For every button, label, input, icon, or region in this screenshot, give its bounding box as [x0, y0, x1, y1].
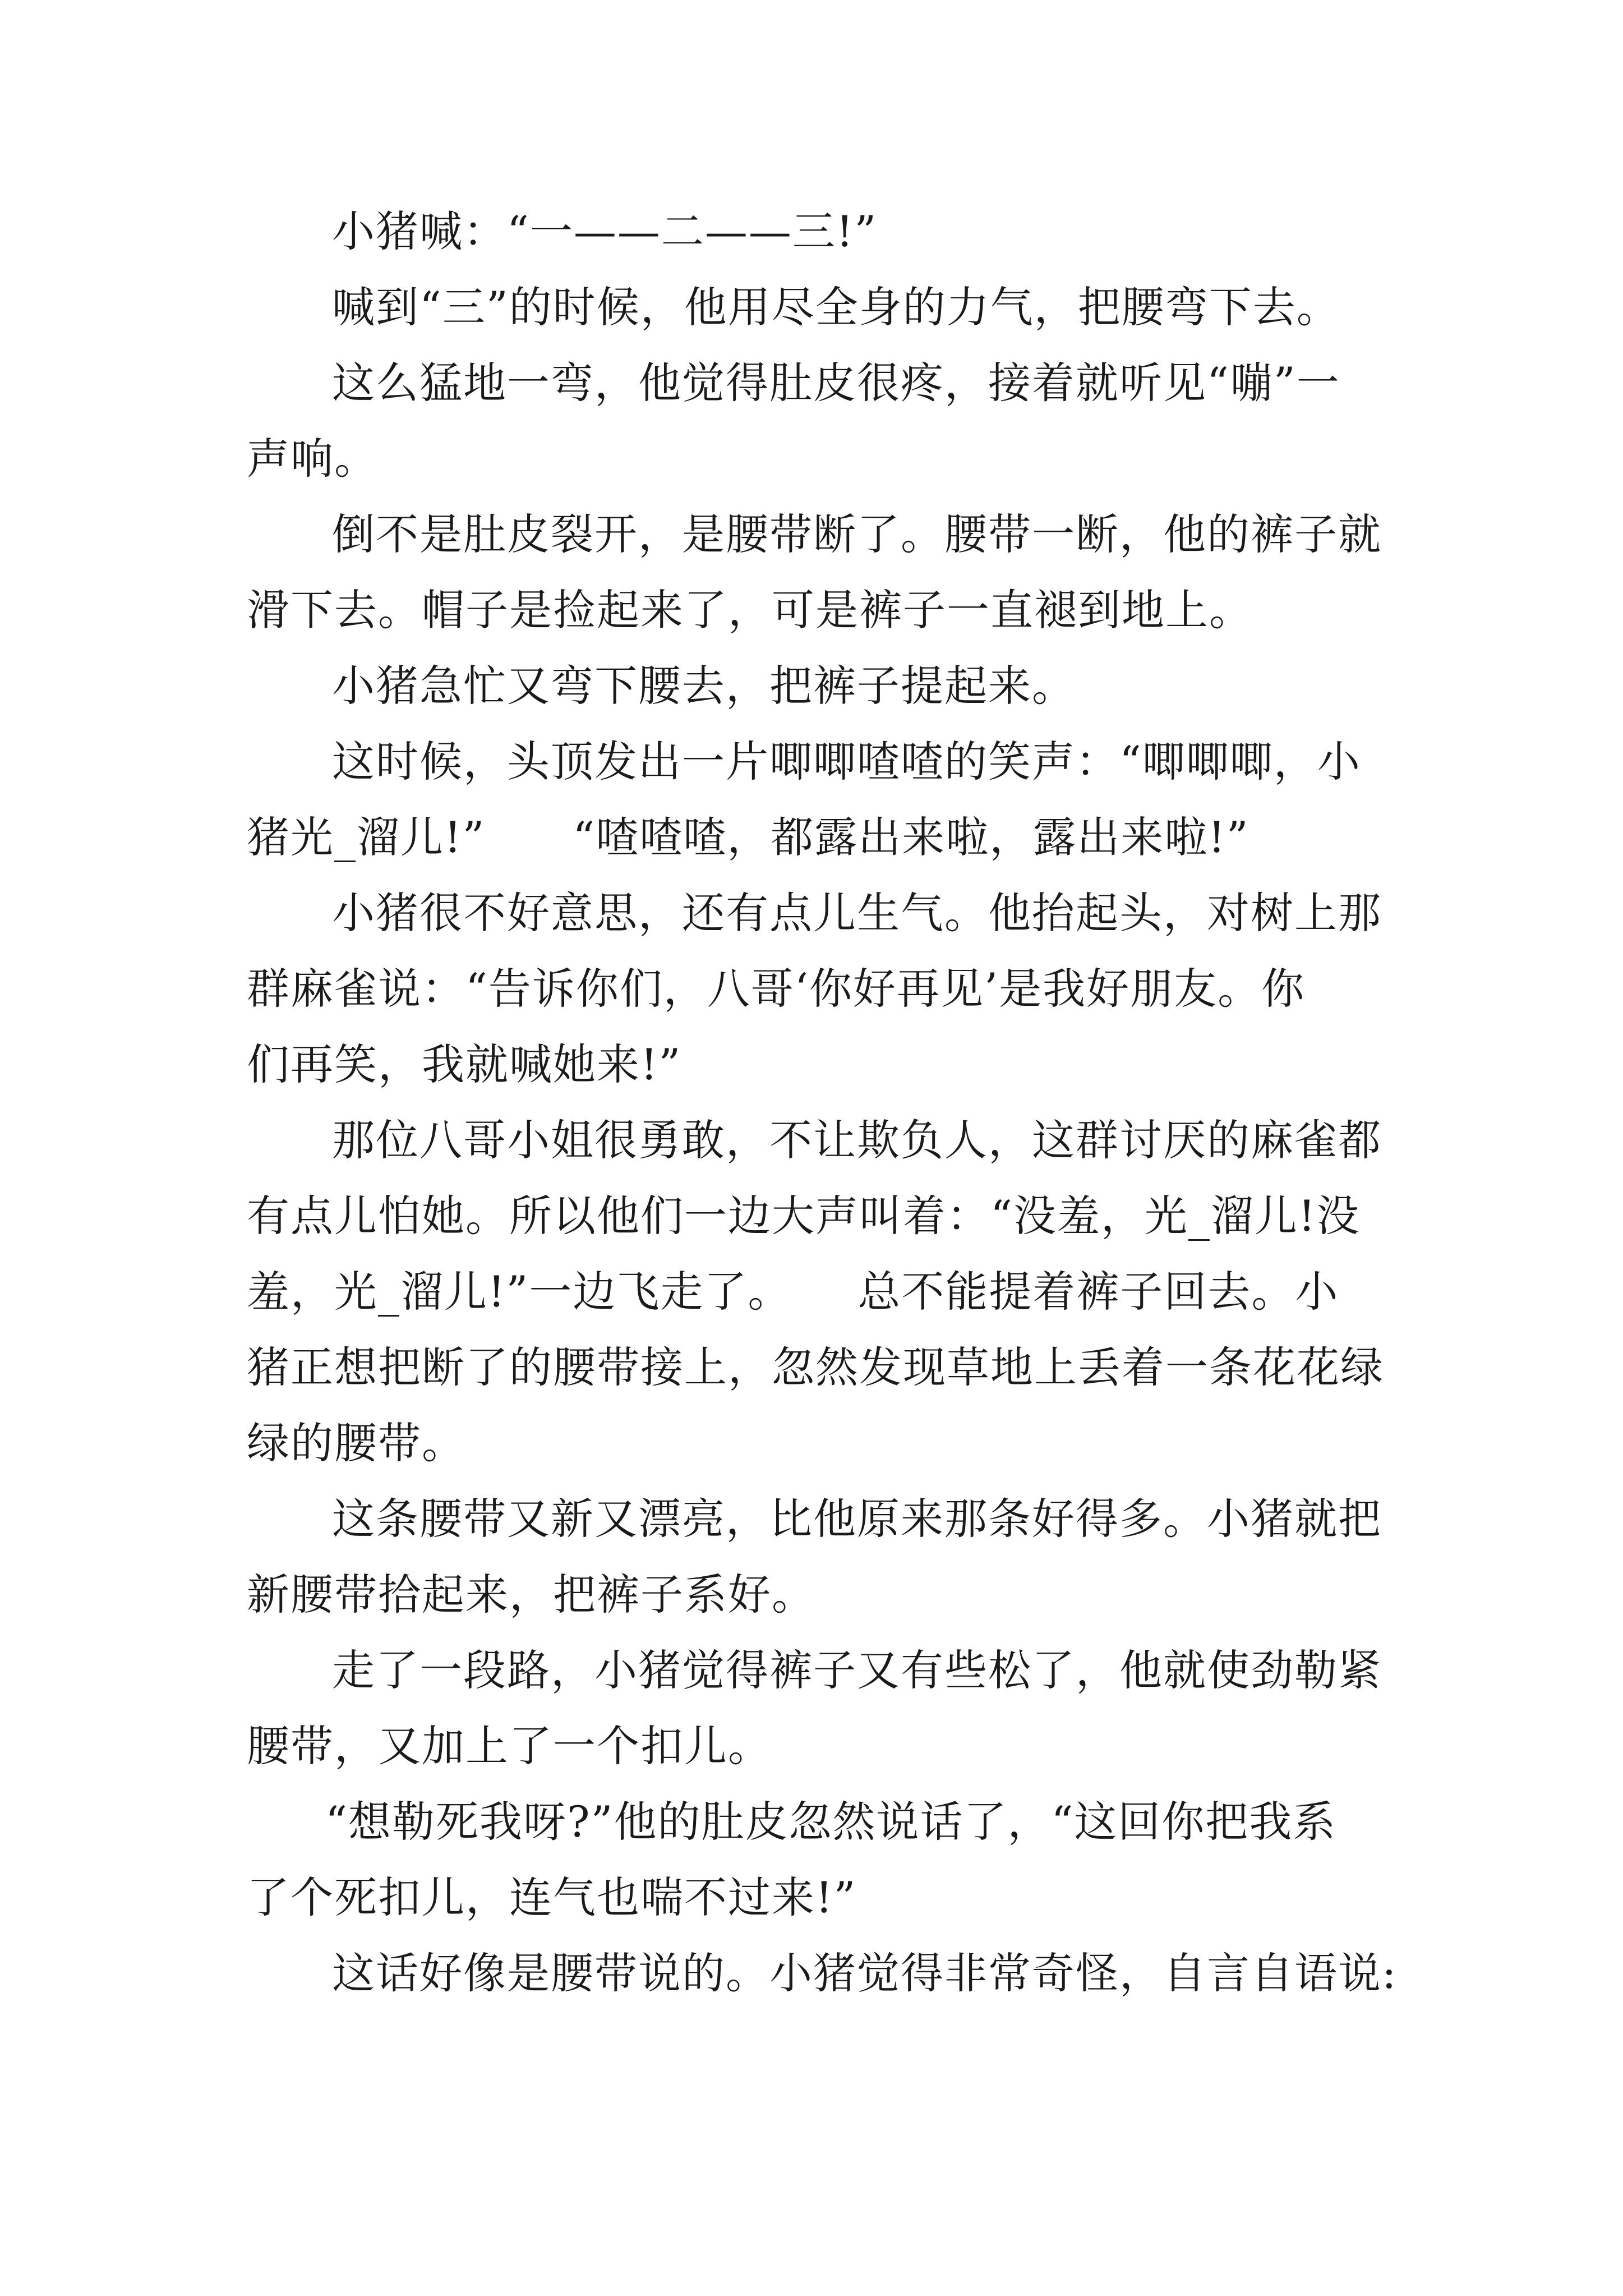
- text-line: 腰带，又加上了一个扣儿。: [247, 1721, 772, 1771]
- text-line: 这时候，头顶发出一片唧唧喳喳的笑声：“唧唧唧，小: [332, 737, 1361, 786]
- text-line: 倒不是肚皮裂开，是腰带断了。腰带一断，他的裤子就: [332, 509, 1382, 559]
- text-line: 们再笑，我就喊她来!”: [247, 1039, 682, 1089]
- text-line: 群麻雀说：“告诉你们，八哥‘你好再见’是我好朋友。你: [247, 964, 1306, 1014]
- text-line: 有点儿怕她。所以他们一边大声叫着：“没羞，光_溜儿!没: [247, 1191, 1361, 1241]
- text-line: 喊到“三”的时候，他用尽全身的力气，把腰弯下去。: [332, 282, 1340, 332]
- text-line: 这条腰带又新又漂亮，比他原来那条好得多。小猪就把: [332, 1494, 1382, 1544]
- text-line: 羞，光_溜儿!”一边飞走了。 总不能提着裤子回去。小: [247, 1267, 1339, 1317]
- text-line: 这话好像是腰带说的。小猪觉得非常奇怪，自言自语说:: [332, 1948, 1398, 1998]
- text-line: 小猪很不好意思，还有点儿生气。他抬起头，对树上那: [332, 888, 1382, 938]
- text-line: 绿的腰带。: [247, 1418, 465, 1468]
- text-line: 滑下去。帽子是捡起来了，可是裤子一直褪到地上。: [247, 585, 1253, 635]
- text-line: 这么猛地一弯，他觉得肚皮很疼，接着就听见“嘣”一: [332, 358, 1340, 408]
- text-line: “想勒死我呀?”他的肚皮忽然说话了，“这回你把我系: [325, 1797, 1337, 1847]
- text-line: 了个死扣儿，连气也喘不过来!”: [247, 1872, 857, 1922]
- text-line: 走了一段路，小猪觉得裤子又有些松了，他就使劲勒紧: [332, 1645, 1382, 1695]
- story-text: [247, 194, 1402, 2011]
- text-line: 声响。: [247, 434, 378, 484]
- text-line: 小猪喊：“一——二——三!”: [332, 206, 878, 256]
- text-line: 猪正想把断了的腰带接上，忽然发现草地上丢着一条花花绿: [247, 1342, 1384, 1392]
- text-line: 猪光_溜儿!” “喳喳喳，都露出来啦，露出来啦!”: [247, 812, 1249, 862]
- text-line: 小猪急忙又弯下腰去，把裤子提起来。: [332, 661, 1076, 711]
- text-line: 那位八哥小姐很勇敢，不让欺负人，这群讨厌的麻雀都: [332, 1115, 1382, 1165]
- text-line: 新腰带拾起来，把裤子系好。: [247, 1570, 815, 1619]
